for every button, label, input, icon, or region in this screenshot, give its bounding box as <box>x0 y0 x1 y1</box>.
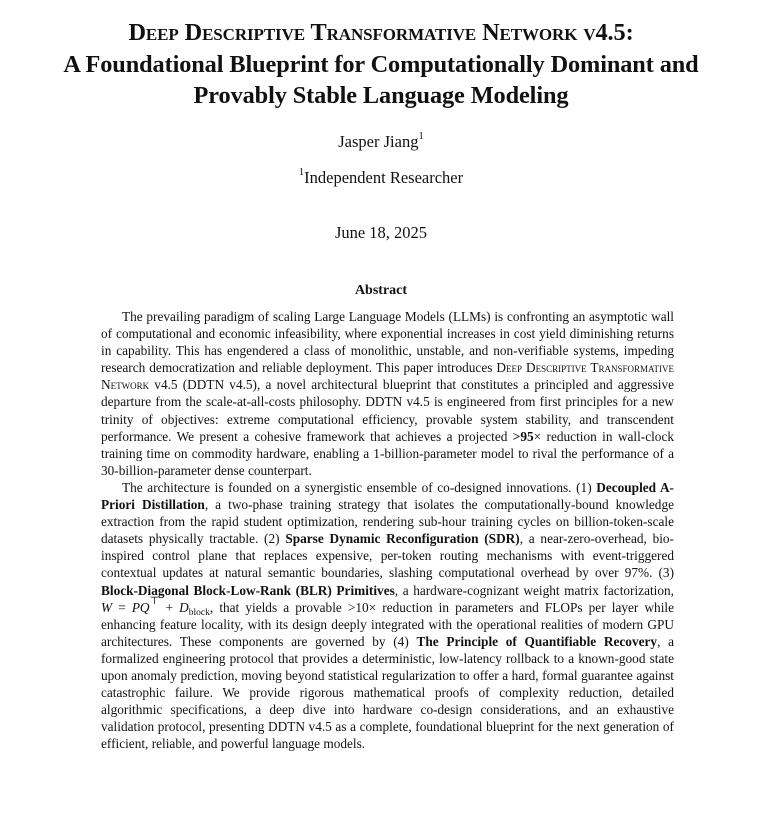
abstract-p2-text-4: , a hardware-cognizant weight matrix factorization, <box>394 582 674 598</box>
abstract-p2-text-6: , a formalized engineering protocol that provides a deterministic, low-latency rollback to a known-good state upon anomaly prediction, moving beyond statistical regularization to offer a hard, formal guarantee against catastrophic failure. We provide rigorous mathematical proofs of complexity reduction, detailed algorithmic specifications, a deep dive into hardware co-design considerations, and an exhaustive validation protocol, presenting DDTN v4.5 as a complete, foundational blueprint for the next generation of efficient, reliable, and powerful language models. <box>101 633 674 752</box>
author-name: Jasper Jiang <box>338 132 419 151</box>
abstract-p2-text-3: , a near-zero-overhead, bio-inspired control plane that replaces expensive, per-token routing mechanisms with event-triggered contextual updates at natural semantic boundaries, slashing computational overhead by over 97%. (3) <box>101 531 674 581</box>
formula-d: D <box>179 599 189 615</box>
abstract-body <box>101 308 674 752</box>
formula-pq: PQ <box>131 599 150 615</box>
affiliation-marker: 1 <box>298 166 305 178</box>
abstract-p2-term-1: Decoupled A-Priori Distillation <box>101 479 674 513</box>
publication-date: June 18, 2025 <box>334 223 428 242</box>
abstract-p2-term-3: Block-Diagonal Block-Low-Rank (BLR) Primitives <box>101 582 395 598</box>
author-line <box>0 131 762 153</box>
formula-transpose: ⊤ <box>149 596 160 608</box>
abstract-p2-text-2: , a two-phase training strategy that isolates the computationally-bound knowledge extraction from the rapid student optimization, rendering sub-hour training cycles on billion-token-scale datasets physically tractable. (2) <box>101 497 674 547</box>
abstract-p2-term-2: Sparse Dynamic Reconfiguration (SDR) <box>285 531 520 547</box>
affiliation-name: Independent Researcher <box>304 168 464 187</box>
title-line-1: Deep Descriptive Transformative Network v4.5: <box>128 19 634 46</box>
affiliation-line <box>0 167 762 189</box>
abstract-heading: Abstract <box>354 283 408 298</box>
abstract-p2-term-4: The Principle of Quantifiable Recovery <box>416 633 658 649</box>
formula-block-subscript: block <box>188 607 210 618</box>
formula-plus: + <box>159 599 180 615</box>
formula-w: W <box>101 599 113 615</box>
abstract-p1-text-1: The prevailing paradigm of scaling Large Language Models (LLMs) is confronting an asymptotic wall of computational and economic infeasibility, where exponential increases in cost yield diminishing returns in capability. This has engendered a class of monolithic, unstable, and non-verifiable systems, impeding research democratization and reliable deployment. This paper introduces <box>101 309 674 376</box>
title-line-2: A Foundational Blueprint for Computationally Dominant and <box>63 50 699 78</box>
abstract-p1-model-name: Deep Descriptive Transformative Network <box>101 360 674 393</box>
abstract-paragraph-2 <box>101 479 674 753</box>
title-line-3: Provably Stable Language Modeling <box>193 82 569 109</box>
abstract-p1-text-3: × reduction in wall-clock training time on commodity hardware, enabling a 1-billion-parameter model to rival the performance of a 30-billion-parameter dense counterpart. <box>101 428 674 478</box>
author-affiliation-marker: 1 <box>418 130 424 142</box>
abstract-p1-text-2: v4.5 (DDTN v4.5), a novel architectural blueprint that constitutes a principled and aggressive departure from the scale-at-all-costs philosophy. DDTN v4.5 is engineered from first principles for a new trinity of objectives: extreme computational efficiency, provable system stability, and transcendent performance. We present a cohesive framework that achieves a projected <box>101 377 674 444</box>
abstract-p2-text-5: , that yields a provable >10× reduction in parameters and FLOPs per layer while enhancing feature locality, with its design deeply integrated with the operational realities of modern GPU architectures. These components are governed by (4) <box>101 599 674 649</box>
abstract-paragraph-1 <box>101 308 674 479</box>
formula-equals: = <box>112 599 132 615</box>
abstract-p1-speedup: >95 <box>512 428 534 444</box>
abstract-p2-text-1: The architecture is founded on a synergistic ensemble of co-designed innovations. (1) <box>122 479 597 495</box>
paper-title <box>20 17 742 112</box>
